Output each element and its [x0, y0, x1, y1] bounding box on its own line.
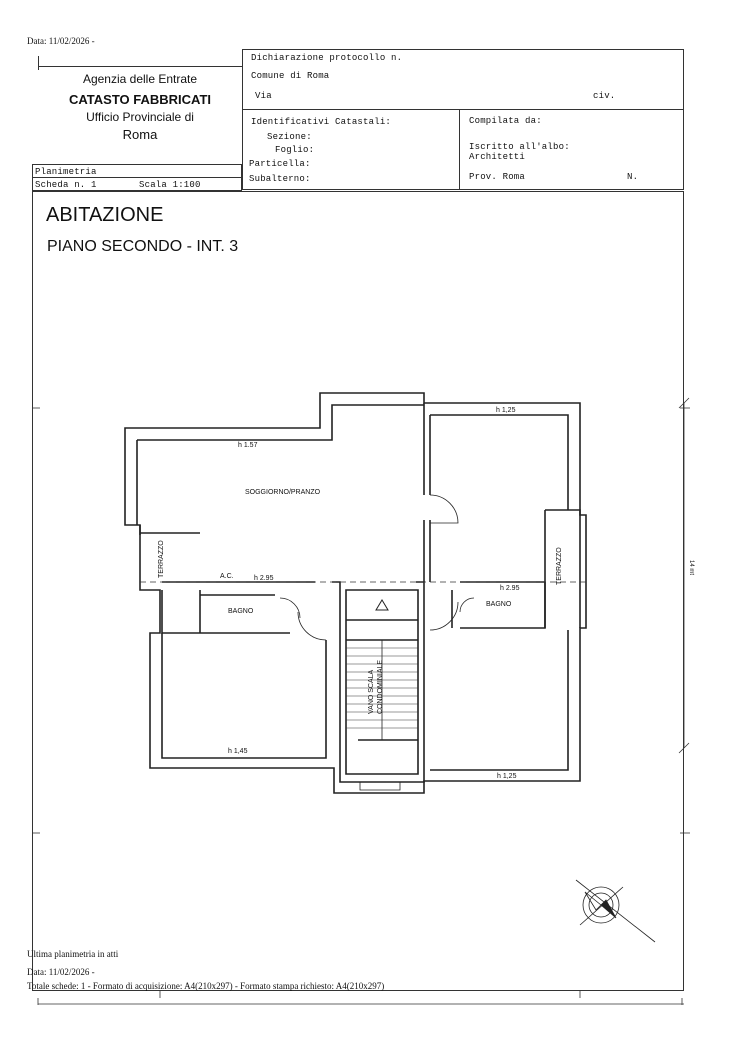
prov-value: Prov. Roma [469, 172, 526, 182]
sezione-label: Sezione: [267, 132, 312, 142]
room-label-soggiorno: SOGGIORNO/PRANZO [245, 489, 321, 496]
agency-name: Agenzia delle Entrate [82, 72, 198, 86]
document-date: Data: 11/02/2026 - [27, 36, 95, 46]
compilata-label: Compilata da: [469, 116, 542, 126]
page-title: ABITAZIONE [46, 204, 164, 226]
stair-arrow-icon [376, 600, 388, 610]
agency-catasto: CATASTO FABBRICATI [68, 92, 212, 107]
room-height-bagno-right: h 2.95 [500, 585, 520, 592]
iscritto-label: Iscritto all'albo: [469, 142, 570, 152]
dichiarazione-label: Dichiarazione protocollo n. [251, 53, 403, 63]
door-arc-3 [298, 612, 326, 640]
albo-value: Architetti [469, 152, 526, 162]
central-wall [424, 403, 430, 582]
room-label-ac: A.C. [220, 573, 234, 580]
room-height-bottom-left: h 1,45 [228, 748, 248, 755]
foglio-label: Foglio: [275, 145, 315, 155]
bagno-left [162, 590, 290, 633]
door-arc-5 [280, 598, 300, 618]
north-compass-icon [576, 880, 655, 942]
threshold [360, 782, 400, 790]
scheda-number: Scheda n. 1 [35, 180, 97, 190]
room-height-top-right: h 1,25 [496, 407, 516, 414]
outer-wall [125, 393, 586, 793]
inner-left [137, 440, 326, 758]
room-label-terrazzo-right: TERRAZZO [556, 547, 563, 585]
room-label-vano-scala: VANO SCALA CONDOMINIALE [368, 659, 384, 714]
door-arc-2 [430, 602, 458, 630]
room-label-bagno-right: BAGNO [486, 601, 512, 608]
identificativi-label: Identificativi Catastali: [251, 117, 392, 127]
particella-label: Particella: [249, 159, 311, 169]
footer-date: Data: 11/02/2026 - [27, 967, 95, 977]
door-arc-4 [460, 598, 474, 612]
civ-label: civ. [593, 91, 616, 101]
n-label: N. [627, 172, 639, 182]
footer-totale: Totale schede: 1 - Formato di acquisizione: A4(210x297) - Formato stampa richiesto: A4(210x297) [27, 981, 385, 991]
footer-ultima: Ultima planimetria in atti [27, 949, 119, 959]
room-label-terrazzo-left: TERRAZZO [158, 540, 165, 578]
dimension-label: 14 mt [688, 560, 694, 576]
door-arc-1 [430, 495, 458, 523]
planimetria-label: Planimetria [35, 167, 97, 177]
subalterno-label: Subalterno: [249, 174, 311, 184]
comune-label: Comune di Roma [251, 71, 330, 81]
room-height-soggiorno: h 1.57 [238, 442, 258, 449]
agency-ufficio: Ufficio Provinciale di [86, 110, 194, 124]
via-label: Via [255, 91, 272, 101]
room-height-bottom-right: h 1,25 [497, 773, 517, 780]
scala-value: Scala 1:100 [139, 180, 201, 190]
room-height-bagno-left: h 2.95 [254, 575, 274, 582]
room-label-bagno-left: BAGNO [228, 608, 254, 615]
agency-city: Roma [122, 127, 158, 142]
page-subtitle: PIANO SECONDO - INT. 3 [47, 238, 239, 255]
